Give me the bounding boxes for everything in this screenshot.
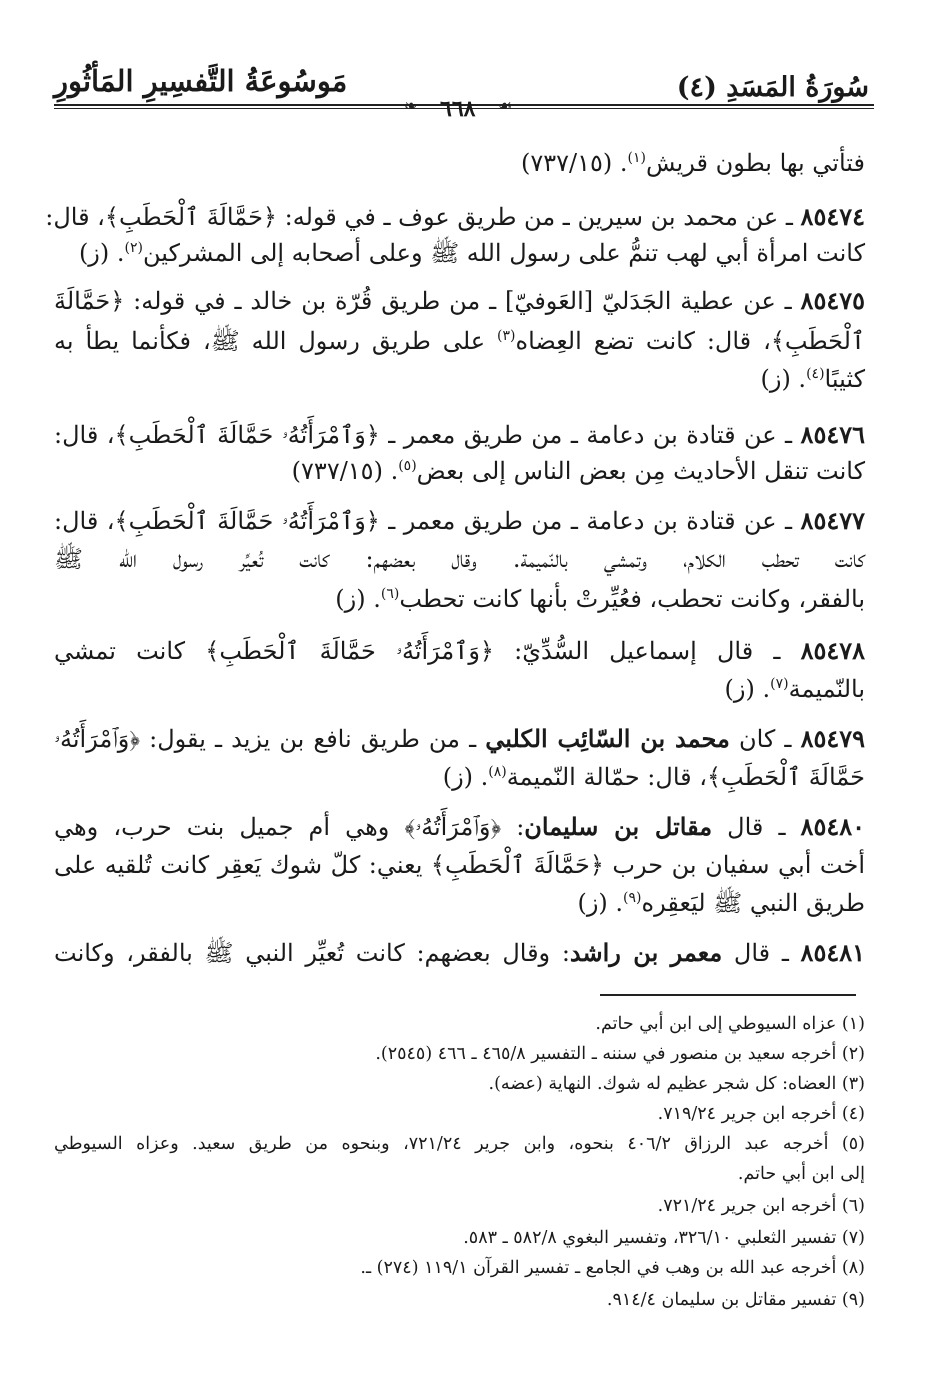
footnote-ref[interactable]: (٩) xyxy=(623,890,642,906)
footnote-ref[interactable]: (٨) xyxy=(488,764,507,780)
footnote: (٩) تفسير مقاتل بن سليمان ٩١٤/٤. xyxy=(606,1290,865,1310)
footnote: (٨) أخرجه عبد الله بن وهب في الجامع ـ تفسير القرآن ١١٩/١ (٢٧٤) ـ. xyxy=(360,1258,865,1278)
footnote: (٧) تفسير الثعلبي ٣٢٦/١٠، وتفسير البغوي ٥٨٢/٨ ـ ٥٨٣. xyxy=(463,1228,865,1248)
narration-number: ٨٥٤٧٩ xyxy=(800,724,866,753)
text-line: ٨٥٤٨٠ ـ قال مقاتل بن سليمان: ﴿وَٱمْرَأَتُهُۥ﴾ وهي أم جميل بنت حرب، وهي xyxy=(54,812,865,841)
footnote-continuation: إلى ابن أبي حاتم. xyxy=(737,1164,865,1184)
text-line: ٨٥٤٧٥ ـ عن عطية الجَدَليّ [العَوفيّ] ـ من طريق قُرّة بن خالد ـ في قوله: ﴿حَمَّالَةَ xyxy=(54,286,865,315)
footnote: (٤) أخرجه ابن جرير ٧١٩/٢٤. xyxy=(657,1104,865,1124)
narration-number: ٨٥٤٧٦ xyxy=(800,420,865,449)
footnote-ref[interactable]: (٦) xyxy=(380,586,400,602)
narrator-name: معمر بن راشد xyxy=(569,938,723,967)
narration-number: ٨٥٤٨١ xyxy=(800,938,865,967)
footnote-ref[interactable]: (٥) xyxy=(398,458,417,474)
text-line: بالفقر، وكانت تحطب، فعُيِّرتْ بأنها كانت تحطب$^{(٦)}$. (ز) xyxy=(335,585,865,613)
text-line: ٨٥٤٧٨ ـ قال إسماعيل السُّدِّيّ: ﴿وَٱمْرَأَتُهُۥ حَمَّالَةَ ٱلْحَطَبِ﴾ كانت تمشي xyxy=(54,636,866,665)
narration-number: ٨٥٤٧٨ xyxy=(800,636,866,665)
text-line: طريق النبي ﷺ ليَعقِره$^{(٩)}$. (ز) xyxy=(577,889,865,917)
footnote: (٥) أخرجه عبد الرزاق ٤٠٦/٢ بنحوه، وابن جرير ٧٢١/٢٤، وبنحوه من طريق سعيد. وعزاه السيوطي xyxy=(54,1134,865,1154)
text-line: كانت تنقل الأحاديث مِن بعض الناس إلى بعض$^{(٥)}$. (٧٣٧/١٥) xyxy=(291,457,865,485)
text-line: ٨٥٤٧٩ ـ كان محمد بن السّائِب الكلبي ـ من طريق نافع بن يزيد ـ يقول: ﴿وَٱمْرَأَتُهُۥ xyxy=(54,724,866,753)
narrator-name: مقاتل بن سليمان xyxy=(524,812,713,841)
footnote-separator xyxy=(600,994,856,996)
text-line: فتأتي بها بطون قريش$^{(١)}$. (٧٣٧/١٥) xyxy=(520,149,865,177)
narration-number: ٨٥٤٧٧ xyxy=(800,506,865,535)
text-line: أخت أبي سفيان بن حرب ﴿حَمَّالَةَ ٱلْحَطَبِ﴾ يعني: كلّ شوك يَعقِر كانت تُلقيه على xyxy=(54,851,865,879)
footnote-ref[interactable]: (٣) xyxy=(497,328,516,344)
footnote: (٢) أخرجه سعيد بن منصور في سننه ـ التفسير ٤٦٥/٨ ـ ٤٦٦ (٢٥٤٥). xyxy=(375,1044,865,1064)
narration-number: ٨٥٤٧٥ xyxy=(800,286,865,315)
surah-header: سُورَةُ المَسَدِ (٤) xyxy=(676,72,869,103)
footnote-ref[interactable]: (٤) xyxy=(806,366,825,382)
text-line: كانت تحطب الكلام، وتمشي بالنّميمة. وقال بعضهم: كانت تُعيِّر رسول الله ﷺ xyxy=(54,545,865,573)
text-line: حَمَّالَةَ ٱلْحَطَبِ﴾، قال: حمّالة النّميمة$^{(٨)}$. (ز) xyxy=(442,763,865,791)
page-number-ornament-left: ❧ xyxy=(404,96,418,115)
page-number: ٦٦٨ xyxy=(440,96,476,122)
narration-number: ٨٥٤٧٤ xyxy=(800,202,865,231)
text-line: كثيبًا$^{(٤)}$. (ز) xyxy=(760,365,865,393)
footnote: (٣) العضاه: كل شجر عظيم له شوك. النهاية (عضه). xyxy=(488,1074,865,1094)
text-line: كانت امرأة أبي لهب تنمُّ على رسول الله ﷺ وعلى أصحابه إلى المشركين$^{(٢)}$. (ز) xyxy=(78,239,865,267)
text-line: ٨٥٤٧٦ ـ عن قتادة بن دعامة ـ من طريق معمر ـ ﴿وَٱمْرَأَتُهُۥ حَمَّالَةَ ٱلْحَطَبِ﴾، قال: xyxy=(54,420,865,449)
footnote-ref[interactable]: (١) xyxy=(627,150,646,166)
narration-number: ٨٥٤٨٠ xyxy=(800,812,865,841)
text-line: ٨٥٤٧٤ ـ عن محمد بن سيرين ـ من طريق عوف ـ في قوله: ﴿حَمَّالَةَ ٱلْحَطَبِ﴾، قال: xyxy=(45,202,865,231)
footnote: (١) عزاه السيوطي إلى ابن أبي حاتم. xyxy=(595,1014,865,1034)
text-line: ٱلْحَطَبِ﴾، قال: كانت تضع العِضاه$^{(٣)}$ على طريق رسول الله ﷺ، فكأنما يطأ به xyxy=(54,327,866,355)
footnote: (٦) أخرجه ابن جرير ٧٢١/٢٤. xyxy=(657,1196,865,1216)
text-line: ٨٥٤٧٧ ـ عن قتادة بن دعامة ـ من طريق معمر ـ ﴿وَٱمْرَأَتُهُۥ حَمَّالَةَ ٱلْحَطَبِ﴾، قال: xyxy=(54,506,865,535)
text-line: ٨٥٤٨١ ـ قال معمر بن راشد: وقال بعضهم: كانت تُعيِّر النبي ﷺ بالفقر، وكانت xyxy=(54,938,865,967)
footnote-ref[interactable]: (٢) xyxy=(124,240,143,256)
text-line: بالنّميمة$^{(٧)}$. (ز) xyxy=(724,675,865,703)
series-title: مَوسُوعَةُ التَّفسِيرِ المَأثُورِ xyxy=(54,64,348,98)
narrator-name: محمد بن السّائِب الكلبي xyxy=(485,724,730,753)
footnote-ref[interactable]: (٧) xyxy=(770,676,789,692)
page-number-ornament-right: ☙ xyxy=(498,96,513,115)
